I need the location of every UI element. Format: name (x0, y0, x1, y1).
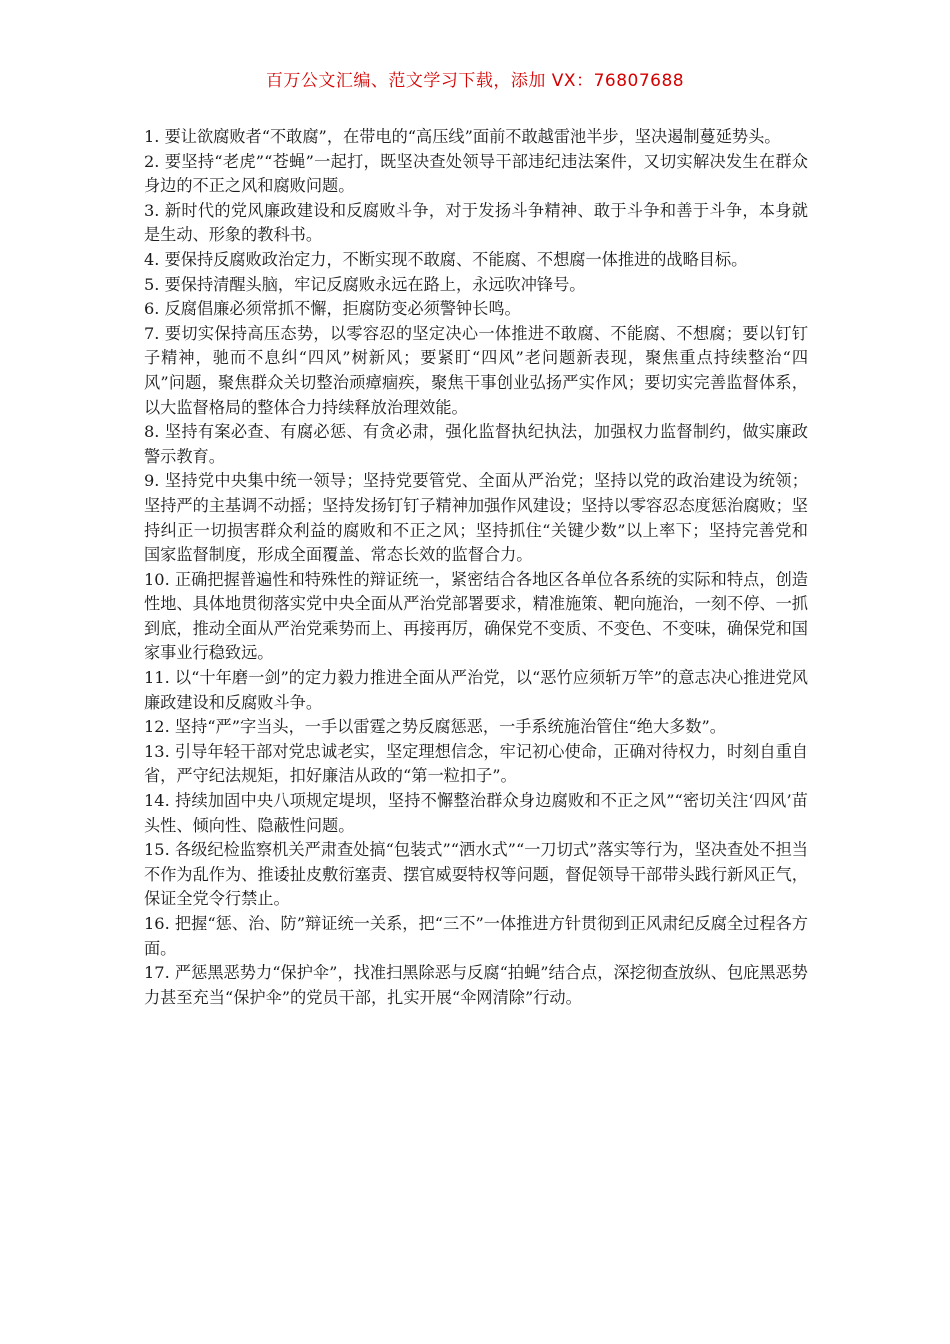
list-item: 2. 要坚持“老虎”“苍蝇”一起打，既坚决查处领导干部违纪违法案件，又切实解决发生在群众身边的不正之风和腐败问题。 (144, 151, 808, 196)
list-item: 13. 引导年轻干部对党忠诚老实，坚定理想信念，牢记初心使命，正确对待权力，时刻自重自省，严守纪法规矩，扣好廉洁从政的“第一粒扣子”。 (144, 741, 808, 786)
list-item: 5. 要保持清醒头脑，牢记反腐败永远在路上，永远吹冲锋号。 (144, 274, 586, 294)
list-item: 9. 坚持党中央集中统一领导；坚持党要管党、全面从严治党；坚持以党的政治建设为统领；坚持严的主基调不动摇；坚持发扬钉钉子精神加强作风建设；坚持以零容忍态度惩治腐败；坚持纠正一切损害群众利益的腐败和不正之风；坚持抓住“关键少数”以上率下；坚持完善党和国家监督制度，形成全面覆盖、常态长效的监督合力。 (144, 471, 808, 565)
list-item: 14. 持续加固中央八项规定堤坝，坚持不懈整治群众身边腐败和不正之风”“密切关注‘四风’苗头性、倾向性、隐蔽性问题。 (144, 791, 808, 835)
list-item: 12. 坚持“严”字当头，一手以雷霆之势反腐惩恶，一手系统施治管住“绝大多数”。 (144, 717, 726, 737)
list-item: 15. 各级纪检监察机关严肃查处搞“包装式”“洒水式”“一刀切式”落实等行为，坚决查处不担当不作为乱作为、推诿扯皮敷衍塞责、摆官威耍特权等问题，督促领导干部带头践行新风正气，保证全党令行禁止。 (144, 840, 808, 909)
list-item: 8. 坚持有案必查、有腐必惩、有贪必肃，强化监督执纪执法，加强权力监督制约，做实廉政警示教育。 (144, 422, 808, 466)
list-item: 7. 要切实保持高压态势，以零容忍的坚定决心一体推进不敢腐、不能腐、不想腐；要以钉钉子精神，驰而不息纠“四风”树新风；要紧盯“四风”老问题新表现，聚焦重点持续整治“四风”问题，聚焦群众关切整治顽瘴痼疾，聚焦干事创业弘扬严实作风；要切实完善监督体系，以大监督格局的整体合力持续释放治理效能。 (144, 323, 808, 417)
list-item: 10. 正确把握普遍性和特殊性的辩证统一，紧密结合各地区各单位各系统的实际和特点，创造性地、具体地贯彻落实党中央全面从严治党部署要求，精准施策、靶向施治，一刻不停、一抓到底，推动全面从严治党乘势而上、再接再厉，确保党不变质、不变色、不变味，确保党和国家事业行稳致远。 (144, 569, 808, 663)
list-item: 16. 把握“惩、治、防”辩证统一关系，把“三不”一体推进方针贯彻到正风肃纪反腐全过程各方面。 (144, 914, 808, 958)
list-item: 11. 以“十年磨一剑”的定力毅力推进全面从严治党，以“恶竹应须斩万竿”的意志决心推进党风廉政建设和反腐败斗争。 (144, 668, 808, 712)
list-item: 6. 反腐倡廉必须常抓不懈，拒腐防变必须警钟长鸣。 (144, 299, 521, 319)
header-banner: 百万公文汇编、范文学习下载，添加 VX：76807688 (265, 71, 685, 91)
list-item: 4. 要保持反腐败政治定力，不断实现不敢腐、不能腐、不想腐一体推进的战略目标。 (144, 249, 748, 269)
list-item: 3. 新时代的党风廉政建设和反腐败斗争，对于发扬斗争精神、敢于斗争和善于斗争，本身就是生动、形象的教科书。 (144, 200, 808, 245)
document-body (144, 125, 808, 1010)
list-item: 1. 要让欲腐败者“不敢腐”，在带电的“高压线”面前不敢越雷池半步，坚决遏制蔓延势头。 (144, 127, 781, 146)
list-item: 17. 严惩黑恶势力“保护伞”，找准扫黑除恶与反腐“拍蝇”结合点，深挖彻查放纵、包庇黑恶势力甚至充当“保护伞”的党员干部，扎实开展“伞网清除”行动。 (144, 963, 808, 1007)
